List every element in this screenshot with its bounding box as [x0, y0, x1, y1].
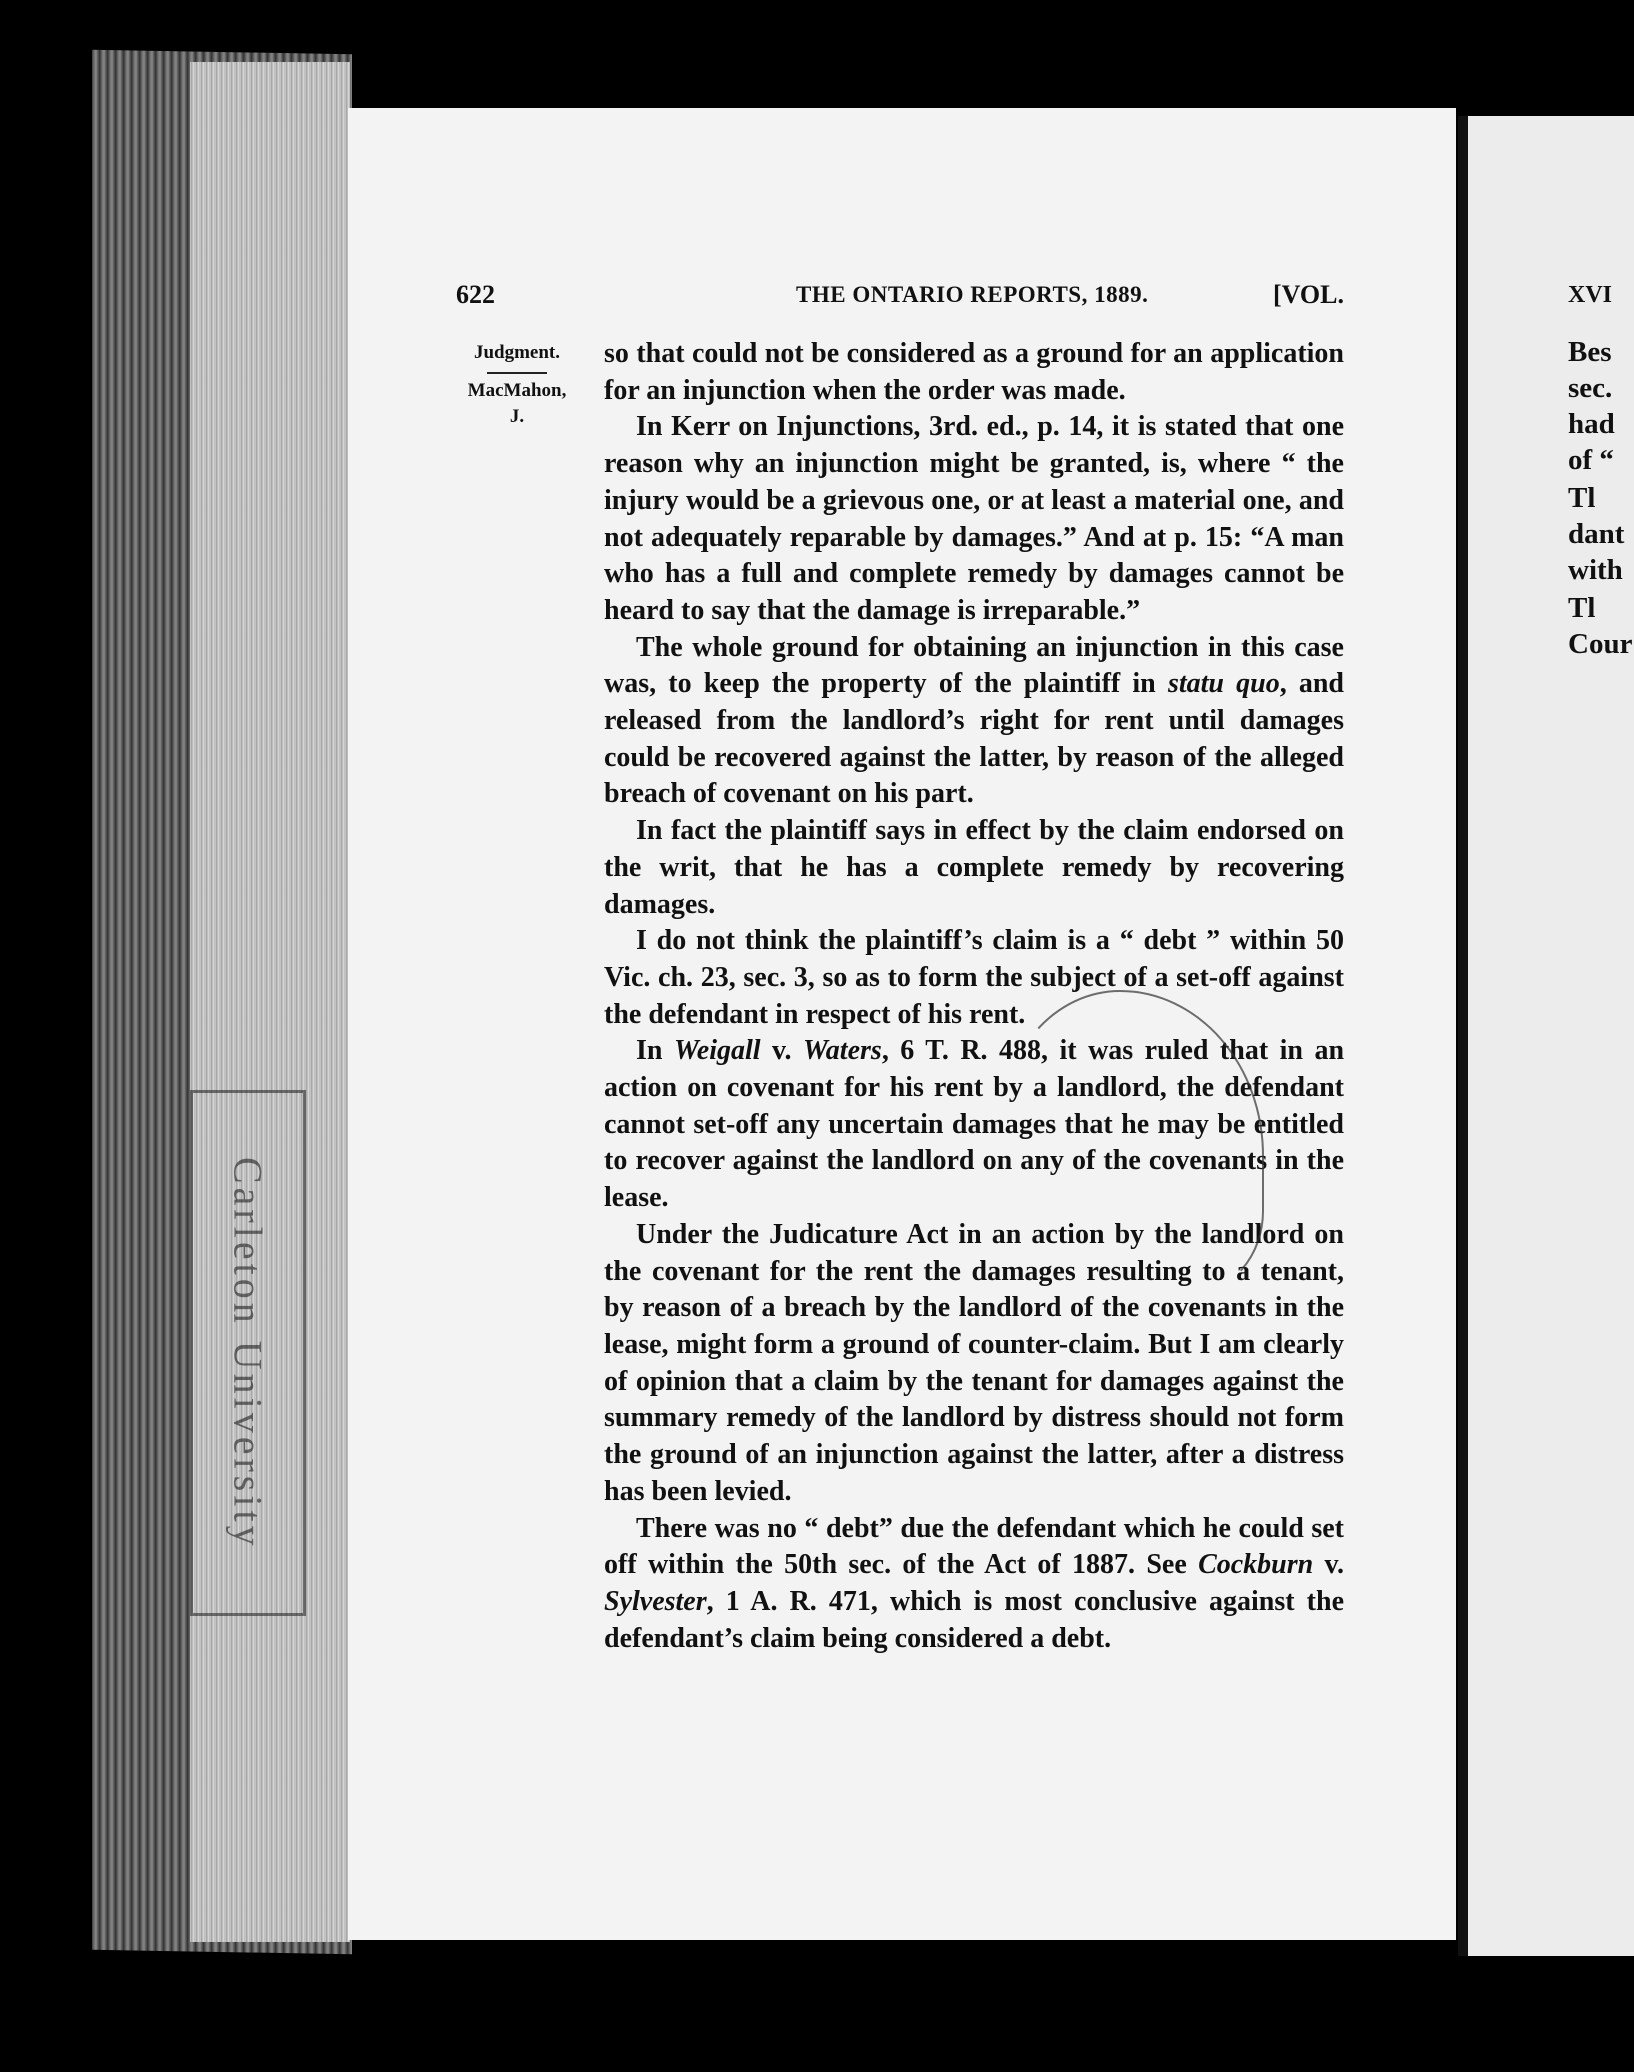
case-name: Weigall [673, 1035, 761, 1067]
facing-fragment: Cour [1568, 628, 1633, 660]
case-name: Sylvester [604, 1585, 707, 1617]
facing-fragment: of “ [1568, 444, 1614, 476]
text-run: In [636, 1035, 663, 1067]
case-name: Waters [802, 1035, 882, 1067]
text-run: , 1 A. R. 471, which is most conclusive against the defendant’s claim being considered a debt. [604, 1585, 1344, 1654]
facing-fragment: with [1568, 554, 1623, 586]
page-number: 622 [456, 280, 495, 309]
paragraph: In Kerr on Injunctions, 3rd. ed., p. 14, it is stated that one reason why an injunction might be granted, is, where “ the injury would be a grievous one, or at least a material one, and not adequately reparable by damages.” And at p. 15: “A man who has a full and complete remedy by damages cannot be heard to say that the damage is irreparable.” [604, 411, 1344, 626]
facing-fragment: had [1568, 408, 1615, 440]
facing-fragment: sec. [1568, 372, 1613, 404]
text-run: The whole ground for obtaining an injunction in this case was, to keep the property of the plaintiff in [604, 631, 1344, 700]
margin-rule [487, 372, 547, 374]
running-head [456, 280, 1344, 320]
text-run: , and released from the landlord’s right for rent until damages could be recovered against the latter, by reason of the alleged breach of covenant on his part. [604, 668, 1345, 810]
judgment-text [604, 336, 1344, 1657]
text-run: , 6 T. R. 488, it was ruled that in an action on covenant for his rent by a landlord, the defendant cannot set-off any uncertain damages that he may be entitled to recover against the landlord on any of the covenants in the lease. [604, 1035, 1345, 1214]
facing-fragment: XVI [1568, 282, 1613, 308]
stamp-text: Carleton University [225, 1156, 271, 1550]
facing-fragment: Bes [1568, 336, 1612, 368]
margin-note [462, 340, 572, 430]
library-stamp [190, 1090, 306, 1616]
text-run: v. [1324, 1549, 1345, 1581]
paragraph [604, 1511, 1344, 1658]
judge-suffix: J. [509, 406, 525, 427]
facing-fragment: Tl [1568, 592, 1596, 624]
text-run: There was no “ debt” due the defendant which he could set off within the 50th sec. of the Act of 1887. See [604, 1512, 1344, 1581]
facing-fragment: Tl [1568, 482, 1596, 514]
page-edges [190, 62, 350, 1942]
volume-label: [VOL. [1273, 280, 1344, 309]
judge-name: MacMahon, [467, 380, 567, 401]
case-name: Cockburn [1198, 1549, 1314, 1581]
paragraph: I do not think the plaintiff’s claim is a “ debt ” within 50 Vic. ch. 23, sec. 3, so as to form the subject of a set-off against the defendant in respect of his rent. [604, 925, 1344, 1030]
paragraph: so that could not be considered as a ground for an application for an injunction when the order was made. [604, 338, 1344, 406]
text-run: v. [772, 1035, 792, 1067]
judgment-label: Judgment. [473, 342, 561, 363]
paragraph: Under the Judicature Act in an action by the landlord on the covenant for the rent the damages resulting to a tenant, by reason of a breach by the landlord of the covenants in the lease, might form a ground of counter-claim. But I am clearly of opinion that a claim by the tenant for damages against the summary remedy of the landlord by distress should not form the ground of an injunction against the latter, after a distress has been levied. [604, 1218, 1344, 1507]
italic-phrase: statu quo [1167, 668, 1280, 700]
facing-fragment: dant [1568, 518, 1625, 550]
paragraph [604, 630, 1344, 814]
paragraph: In fact the plaintiff says in effect by the claim endorsed on the writ, that he has a complete remedy by recovering damages. [604, 815, 1344, 920]
publication-title: THE ONTARIO REPORTS, 1889. [796, 282, 1149, 307]
